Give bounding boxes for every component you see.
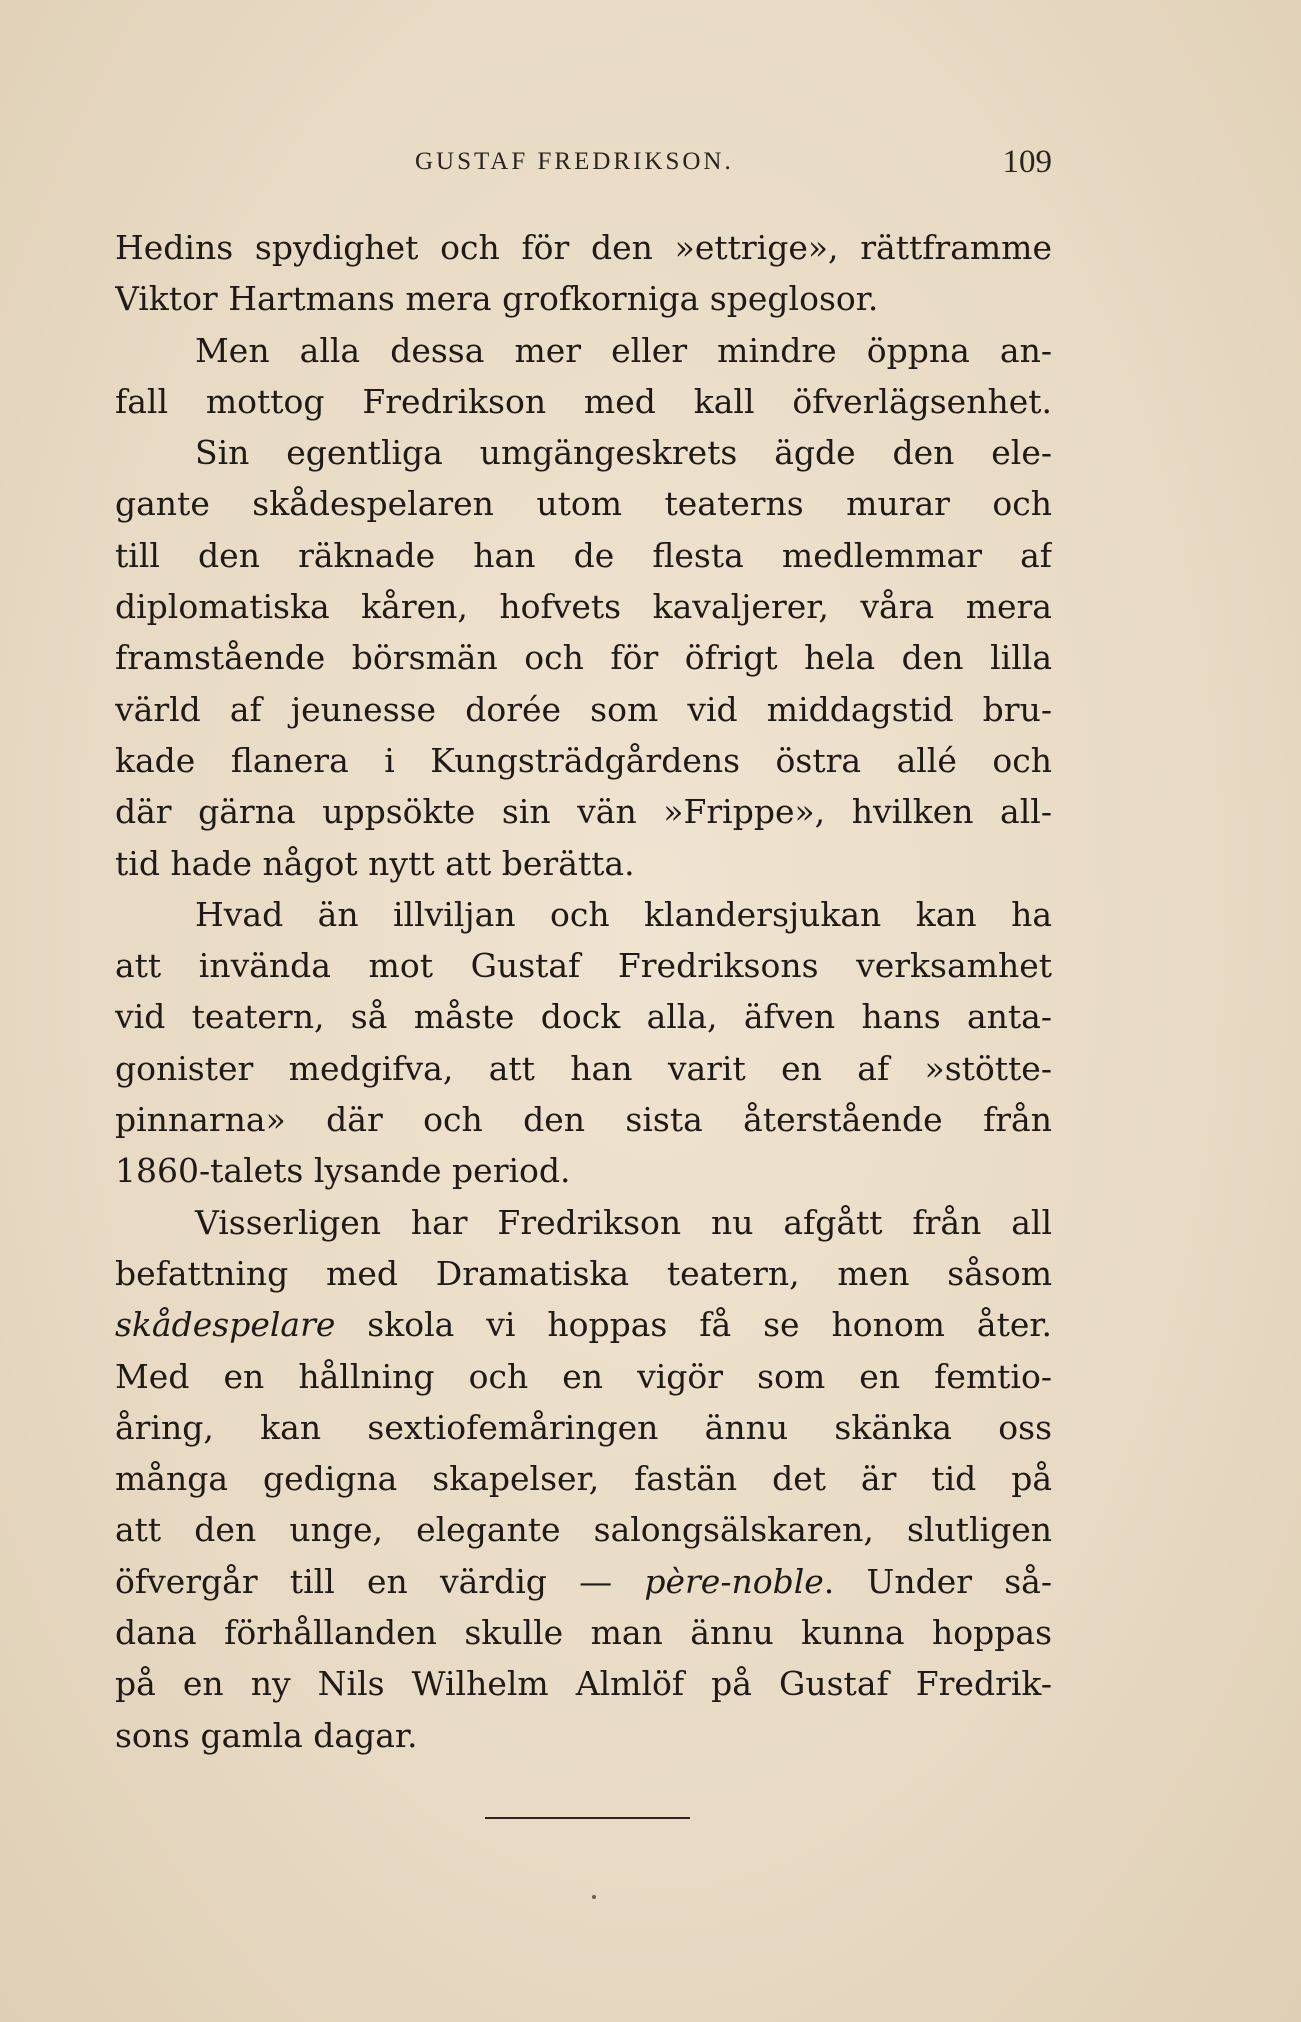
text-line: på en ny Nils Wilhelm Almlöf på Gustaf Fredrik-: [115, 1664, 1052, 1704]
page-header: [115, 144, 1052, 188]
text-line: Hedins spydighet och för den »ettrige», rättframme: [115, 228, 1052, 267]
text-line: många gedigna skapelser, fastän det är tid på: [115, 1459, 1052, 1499]
text-line: framstående börsmän och för öfrigt hela den lilla: [115, 638, 1052, 678]
text-line: pinnarna» där och den sista återstående från: [115, 1100, 1052, 1140]
text-line: sons gamla dagar.: [115, 1715, 418, 1755]
text-line: Men alla dessa mer eller mindre öppna an-: [195, 330, 1052, 370]
text-line: tid hade något nytt att berätta.: [115, 843, 635, 883]
body-text: [115, 222, 1052, 1761]
text-line: till den räknade han de flesta medlemmar af: [115, 535, 1052, 575]
text-line: Visserligen har Fredrikson nu afgått från all: [195, 1202, 1052, 1242]
running-title: GUSTAF FREDRIKSON.: [415, 148, 734, 175]
text-line: fall mottog Fredrikson med kall öfverlägsenhet.: [115, 381, 1052, 421]
paper-speck: [592, 1895, 596, 1899]
text-line: Hvad än illviljan och klandersjukan kan ha: [195, 894, 1052, 934]
text-line: 1860-talets lysande period.: [115, 1151, 571, 1191]
end-rule: [485, 1817, 690, 1819]
text-line: gonister medgifva, att han varit en af »stötte-: [115, 1048, 1052, 1088]
text-line: vid teatern, så måste dock alla, äfven hans anta-: [115, 997, 1052, 1037]
text-line: gante skådespelaren utom teaterns murar och: [115, 484, 1052, 524]
text-run: . Under så-: [823, 1561, 1052, 1601]
text-run: öfvergår till en värdig —: [115, 1561, 645, 1601]
text-line: Viktor Hartmans mera grofkorniga speglosor.: [115, 279, 879, 319]
text-line: att invända mot Gustaf Fredriksons verksamhet: [115, 946, 1052, 986]
text-line: diplomatiska kåren, hofvets kavaljerer, våra mera: [115, 587, 1052, 627]
text-line: värld af jeunesse dorée som vid middagstid bru-: [115, 689, 1052, 729]
text-line: befattning med Dramatiska teatern, men såsom: [115, 1253, 1052, 1293]
text-line: åring, kan sextiofemåringen ännu skänka oss: [115, 1407, 1052, 1447]
page-number: 109: [1002, 144, 1052, 180]
text-line: [115, 1299, 1052, 1350]
text-line: där gärna uppsökte sin vän »Frippe», hvilken all-: [115, 792, 1052, 832]
text-run: skola vi hoppas få se honom åter.: [335, 1305, 1052, 1345]
text-line: kade flanera i Kungsträdgårdens östra allé och: [115, 740, 1052, 780]
text-line: Med en hållning och en vigör som en femtio-: [115, 1356, 1052, 1396]
italic-word: skådespelare: [115, 1305, 336, 1345]
text-line: Sin egentliga umgängeskrets ägde den ele-: [195, 433, 1052, 473]
text-line: att den unge, elegante salongsälskaren, slutligen: [115, 1510, 1052, 1550]
italic-word: père-noble: [644, 1561, 824, 1601]
text-line: [115, 1556, 1052, 1607]
text-line: dana förhållanden skulle man ännu kunna hoppas: [115, 1613, 1052, 1653]
